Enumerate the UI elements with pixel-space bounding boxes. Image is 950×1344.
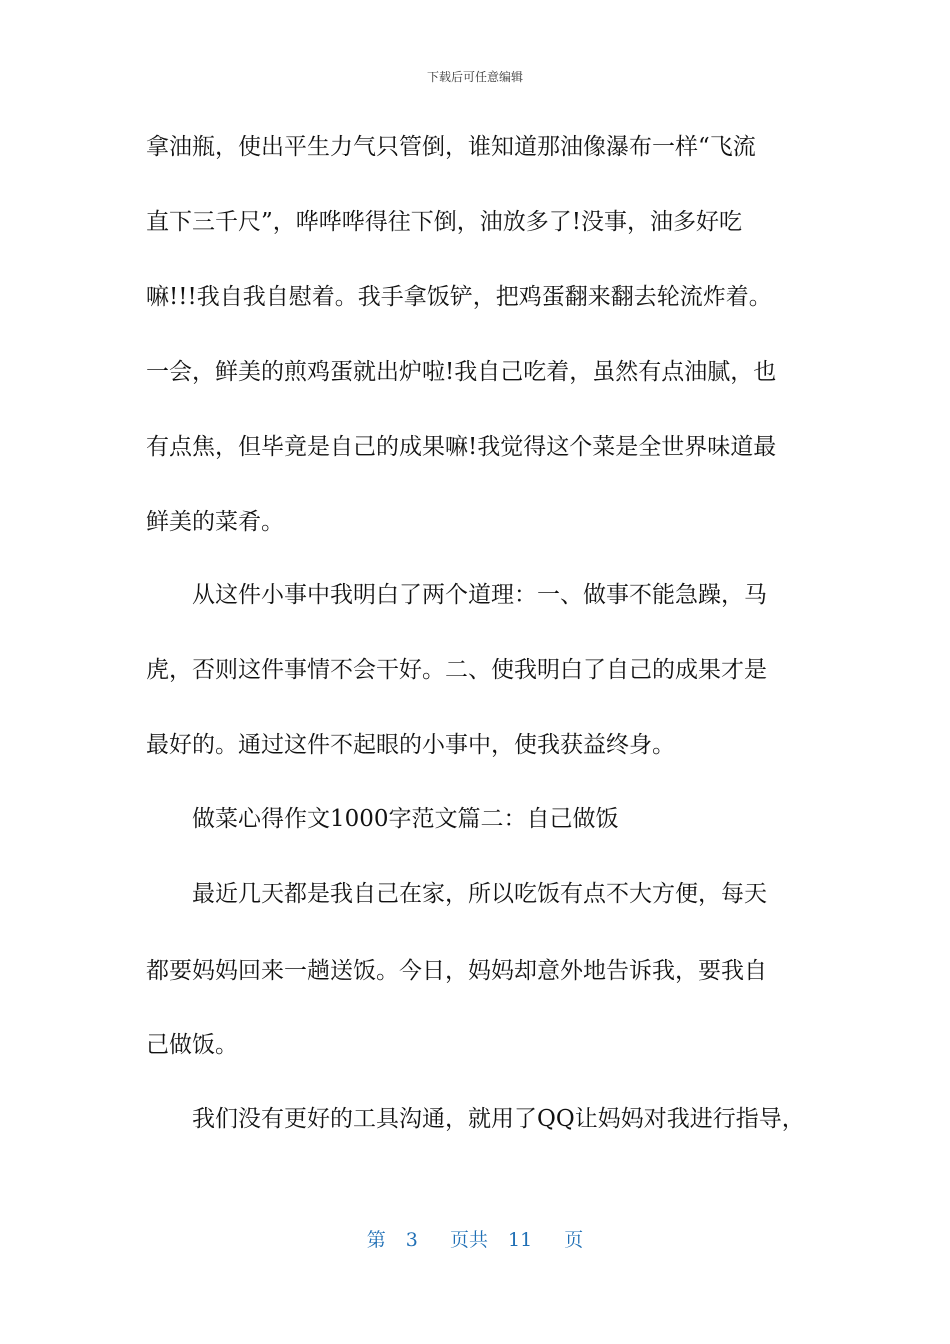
text-line-8: 虎，否则这件事情不会干好。二、使我明白了自己的成果才是 [146, 657, 767, 683]
page-header: 下载后可任意编辑 [426, 70, 523, 84]
text-line-1: 拿油瓶，使出平生力气只管倒，谁知道那油像瀑布一样“飞流 [146, 134, 756, 160]
text-line-6: 鲜美的菜肴。 [146, 509, 284, 535]
text-line-5: 有点焦，但毕竟是自己的成果嘛!我觉得这个菜是全世界味道最 [146, 434, 777, 460]
text-line-14: 我们没有更好的工具沟通，就用了QQ让妈妈对我进行指导， [146, 1106, 805, 1132]
text-line-11: 最近几天都是我自己在家，所以吃饭有点不大方便，每天 [146, 881, 767, 907]
text-line-2: 直下三千尺”，哗哗哗得往下倒，油放多了!没事，油多好吃 [146, 209, 743, 235]
section-heading: 做菜心得作文1000字范文篇二：自己做饭 [146, 806, 619, 832]
text-line-12: 都要妈妈回来一趟送饭。今日，妈妈却意外地告诉我，要我自 [146, 958, 767, 984]
text-line-4: 一会，鲜美的煎鸡蛋就出炉啦!我自己吃着，虽然有点油腻，也 [146, 359, 777, 385]
text-line-13: 己做饭。 [146, 1032, 238, 1058]
footer-middle: 页共 [449, 1229, 488, 1251]
text-line-7: 从这件小事中我明白了两个道理：一、做事不能急躁，马 [146, 582, 767, 608]
footer-current-page: 3 [405, 1229, 418, 1251]
footer-prefix: 第 [366, 1229, 386, 1251]
page-footer [0, 1225, 950, 1252]
footer-total-pages: 11 [508, 1229, 533, 1251]
footer-suffix: 页 [564, 1229, 584, 1251]
text-line-3: 嘛!!!我自我自慰着。我手拿饭铲，把鸡蛋翻来翻去轮流炸着。 [146, 284, 772, 310]
text-line-9: 最好的。通过这件不起眼的小事中，使我获益终身。 [146, 732, 675, 758]
